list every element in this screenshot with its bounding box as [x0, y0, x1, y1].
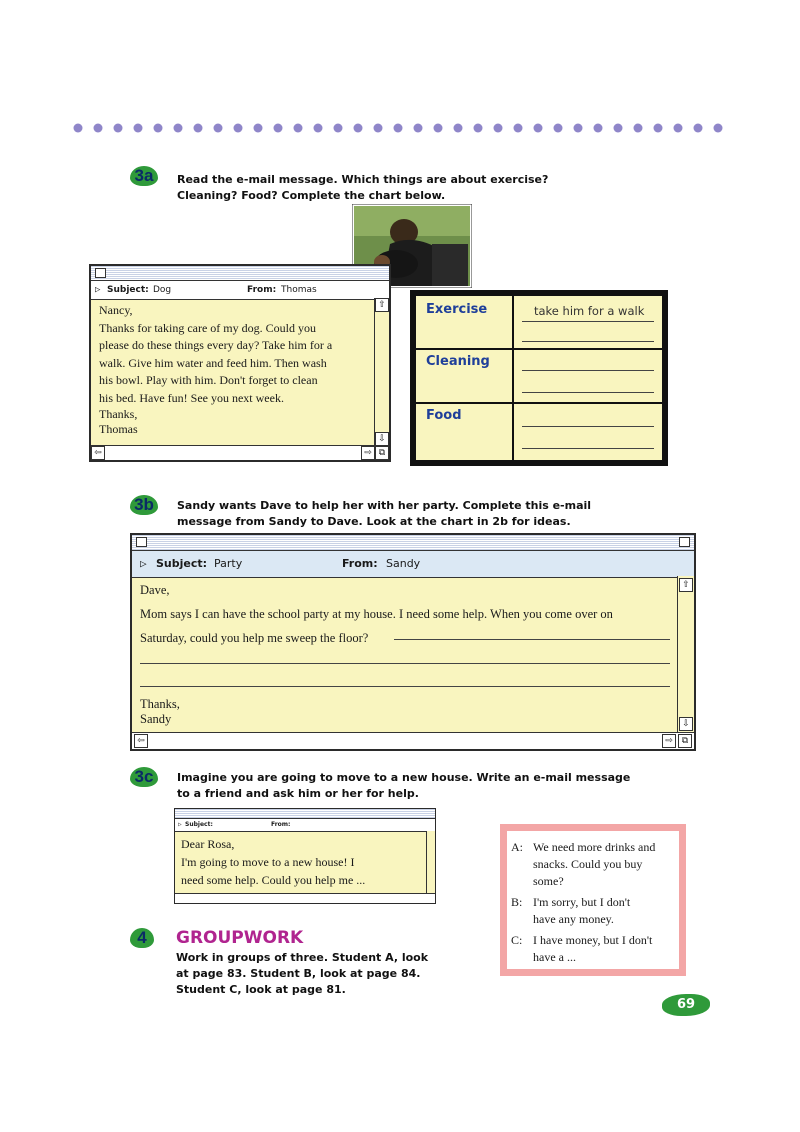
email-greeting: Dave, [140, 583, 170, 597]
dialogue-line-b: B: I'm sorry, but I don't have any money. [511, 895, 631, 926]
email-line: need some help. Could you help me ... [181, 873, 366, 887]
scroll-down-arrow-icon[interactable]: ⇩ [679, 717, 693, 731]
groupwork-title: GROUPWORK [176, 928, 304, 948]
scroll-left-arrow-icon[interactable]: ⇦ [134, 734, 148, 748]
chart-label-exercise: Exercise [426, 302, 488, 317]
exercise-3a-badge: 3a [130, 166, 158, 186]
instruction-line: to a friend and ask him or her for help. [177, 787, 419, 800]
answer-line[interactable] [140, 663, 670, 664]
scroll-left-arrow-icon[interactable]: ⇦ [91, 446, 105, 460]
zoom-box-icon[interactable] [679, 537, 690, 547]
subject-label: Subject: [107, 285, 149, 295]
from-label: From: [342, 557, 378, 570]
vertical-scrollbar[interactable] [374, 298, 389, 446]
instruction-line: Read the e-mail message. Which things are about exercise? [177, 173, 549, 186]
email-body [99, 302, 369, 437]
email-line: Thomas [99, 422, 138, 436]
email-line: his bed. Have fun! See you next week. [99, 390, 284, 405]
instruction-line: Sandy wants Dave to help her with her party. Complete this e-mail [177, 499, 592, 512]
exercise-3a-instruction [177, 172, 637, 204]
dotted-divider [72, 120, 732, 136]
exercise-3c-instruction [177, 770, 707, 802]
exercise-4-badge: 4 [130, 928, 154, 948]
from-label: From: [247, 285, 277, 295]
dialogue-note [500, 824, 686, 976]
email-line: Thanks for taking care of my dog. Could you [99, 320, 316, 335]
disclosure-triangle-icon[interactable]: ▷ [178, 821, 182, 828]
email-body [140, 581, 670, 647]
page-number: 69 [662, 994, 710, 1016]
chart-label-cell [416, 404, 512, 460]
window-title-bar[interactable] [132, 535, 694, 551]
chart-answer-cell[interactable] [514, 404, 662, 460]
email-closing: Thanks, [140, 697, 180, 711]
subject-value: Party [214, 557, 243, 570]
scroll-right-arrow-icon[interactable]: ⇨ [361, 446, 375, 460]
subject-value: Dog [153, 285, 172, 295]
horizontal-scrollbar[interactable] [91, 445, 389, 460]
dialogue-note-inner [507, 831, 679, 969]
email-line: his bowl. Play with him. Don't forget to clean [99, 373, 318, 387]
chart-label-cell [416, 296, 512, 348]
email-line: Nancy, [99, 303, 133, 317]
dialogue-line-c: C: I have money, but I don't have a ... [511, 933, 653, 964]
close-box-icon[interactable] [136, 537, 147, 547]
chart-answer-cell[interactable] [514, 350, 662, 402]
window-title-bar[interactable] [175, 809, 435, 819]
from-label: From: [271, 821, 291, 828]
close-box-icon[interactable] [95, 268, 106, 278]
chart-answer-cell [514, 296, 662, 348]
dialogue-text [511, 839, 677, 966]
email-header-row [175, 819, 435, 832]
chart-label-cell [416, 350, 512, 402]
exercise-chart [410, 290, 668, 466]
email-line: please do these things every day? Take him for a [99, 338, 333, 352]
exercise-3b-badge: 3b [130, 495, 158, 515]
disclosure-triangle-icon[interactable]: ▷ [140, 557, 147, 570]
subject-label: Subject: [185, 821, 213, 828]
chart-label-food: Food [426, 408, 462, 423]
email-signature: Sandy [140, 712, 172, 726]
email-body [181, 835, 365, 889]
horizontal-scrollbar[interactable] [175, 893, 435, 903]
scroll-up-arrow-icon[interactable]: ⇧ [679, 578, 693, 592]
horizontal-scrollbar[interactable] [132, 732, 694, 749]
scroll-down-arrow-icon[interactable]: ⇩ [375, 432, 389, 446]
email-window-dog [89, 264, 391, 462]
instruction-line: at page 83. Student B, look at page 84. [176, 967, 421, 980]
exercise-4-instruction [176, 950, 496, 998]
instruction-line: Cleaning? Food? Complete the chart below. [177, 189, 446, 202]
resize-box-icon[interactable]: ⧉ [678, 734, 692, 748]
instruction-line: Student C, look at page 81. [176, 983, 346, 996]
from-value: Sandy [386, 557, 421, 570]
subject-label: Subject: [156, 557, 208, 570]
email-line: Dear Rosa, [181, 837, 235, 851]
email-line: Thanks, [99, 407, 138, 421]
scroll-right-arrow-icon[interactable]: ⇨ [662, 734, 676, 748]
from-value: Thomas [281, 285, 317, 295]
dialogue-line-a: A: We need more drinks and snacks. Could you buy some? [511, 840, 656, 888]
exercise-3b-instruction [177, 498, 677, 530]
answer-line[interactable] [394, 639, 670, 640]
chart-label-cleaning: Cleaning [426, 354, 490, 369]
window-title-bar[interactable] [91, 266, 389, 281]
chart-answer-exercise: take him for a walk [534, 304, 645, 318]
email-line: walk. Give him water and feed him. Then wash [99, 355, 327, 370]
email-line: Saturday, could you help me sweep the floor? [140, 631, 369, 645]
vertical-scrollbar[interactable] [426, 831, 435, 894]
email-header-row [91, 281, 389, 300]
instruction-line: message from Sandy to Dave. Look at the chart in 2b for ideas. [177, 515, 571, 528]
scroll-up-arrow-icon[interactable]: ⇧ [375, 298, 389, 312]
resize-box-icon[interactable]: ⧉ [375, 446, 389, 460]
email-signoff [140, 697, 180, 727]
answer-line[interactable] [140, 686, 670, 687]
vertical-scrollbar[interactable] [677, 576, 694, 733]
disclosure-triangle-icon[interactable]: ▷ [95, 285, 101, 295]
email-header-row [132, 551, 694, 578]
exercise-3c-badge: 3c [130, 767, 158, 787]
email-line: Mom says I can have the school party at my house. I need some help. When you come over on [140, 607, 613, 621]
instruction-line: Work in groups of three. Student A, look [176, 951, 429, 964]
email-window-party [130, 533, 696, 751]
instruction-line: Imagine you are going to move to a new house. Write an e-mail message [177, 771, 631, 784]
email-window-rosa [174, 808, 436, 904]
email-line: I'm going to move to a new house! I [181, 855, 355, 869]
